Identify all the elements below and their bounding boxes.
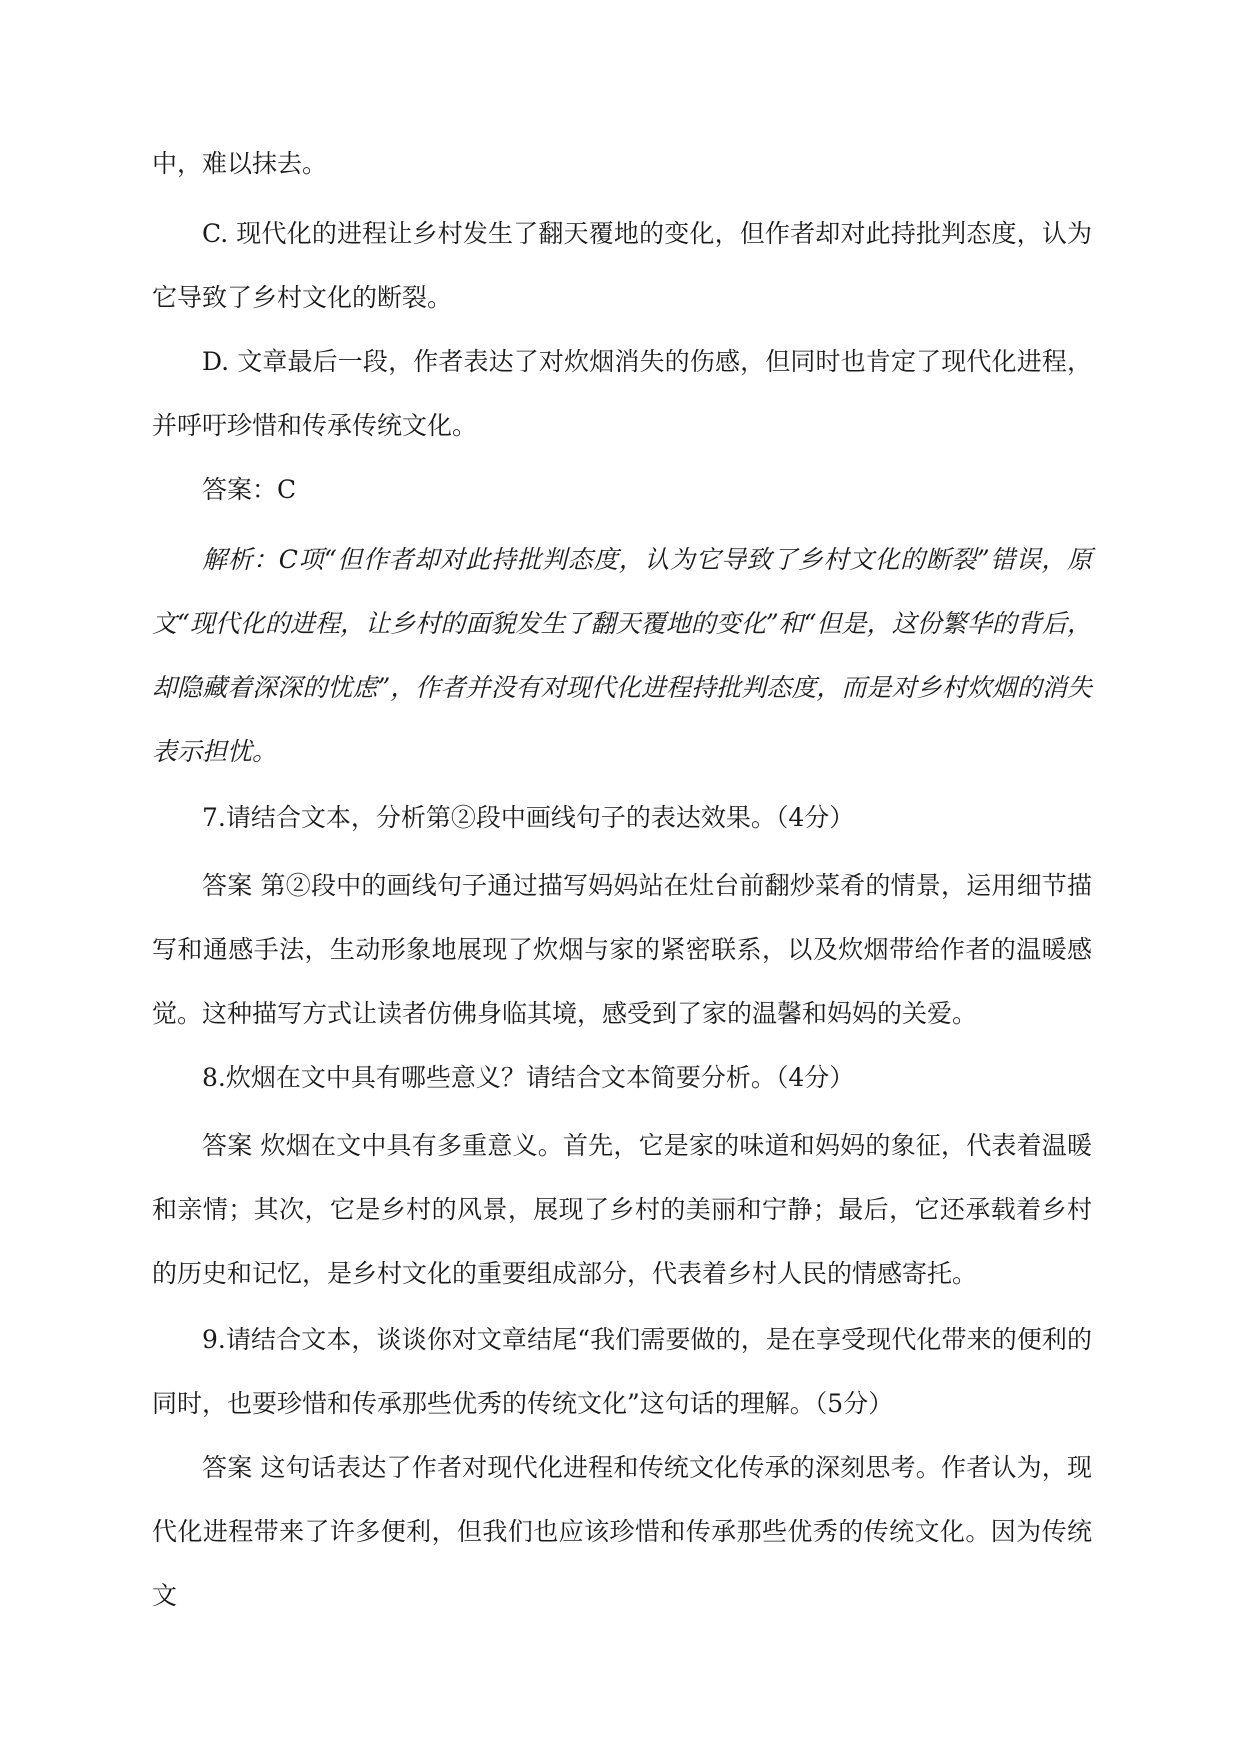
paragraph-continuation: 中，难以抹去。 — [152, 149, 328, 178]
answer-7: 答案 第②段中的画线句子通过描写妈妈站在灶台前翻炒菜肴的情景，运用细节描写和通感手法，生动形象地展现了炊烟与家的紧密联系，以及炊烟带给作者的温暖感觉。这种描写方式让读者仿佛身临其境，感受到了家的温馨和妈妈的关爱。 — [152, 871, 1092, 1028]
option-c: C. 现代化的进程让乡村发生了翻天覆地的变化，但作者却对此持批判态度，认为它导致了乡村文化的断裂。 — [152, 219, 1092, 312]
question-9: 9.请结合文本，谈谈你对文章结尾“我们需要做的，是在享受现代化带来的便利的同时，也要珍惜和传承那些优秀的传统文化”这句话的理解。（5分） — [152, 1325, 1092, 1418]
answer-6: 答案：C — [202, 475, 297, 504]
question-7: 7.请结合文本，分析第②段中画线句子的表达效果。（4分） — [202, 803, 855, 832]
answer-8: 答案 炊烟在文中具有多重意义。首先，它是家的味道和妈妈的象征，代表着温暖和亲情；其次，它是乡村的风景，展现了乡村的美丽和宁静；最后，它还承载着乡村的历史和记忆，是乡村文化的重要组成部分，代表着乡村人民的情感寄托。 — [152, 1131, 1092, 1288]
option-d: D. 文章最后一段，作者表达了对炊烟消失的伤感，但同时也肯定了现代化进程，并呼吁珍惜和传承传统文化。 — [152, 347, 1092, 440]
question-8: 8.炊烟在文中具有哪些意义？请结合文本简要分析。（4分） — [202, 1063, 855, 1092]
analysis-6: 解析：C项“但作者却对此持批判态度，认为它导致了乡村文化的断裂”错误，原文“现代化的进程，让乡村的面貌发生了翻天覆地的变化”和“但是，这份繁华的背后，却隐藏着深深的忧虑”，作者并没有对现代化进程持批判态度，而是对乡村炊烟的消失表示担忧。 — [152, 545, 1092, 766]
answer-9: 答案 这句话表达了作者对现代化进程和传统文化传承的深刻思考。作者认为，现代化进程带来了许多便利，但我们也应该珍惜和传承那些优秀的传统文化。因为传统文 — [152, 1453, 1092, 1610]
